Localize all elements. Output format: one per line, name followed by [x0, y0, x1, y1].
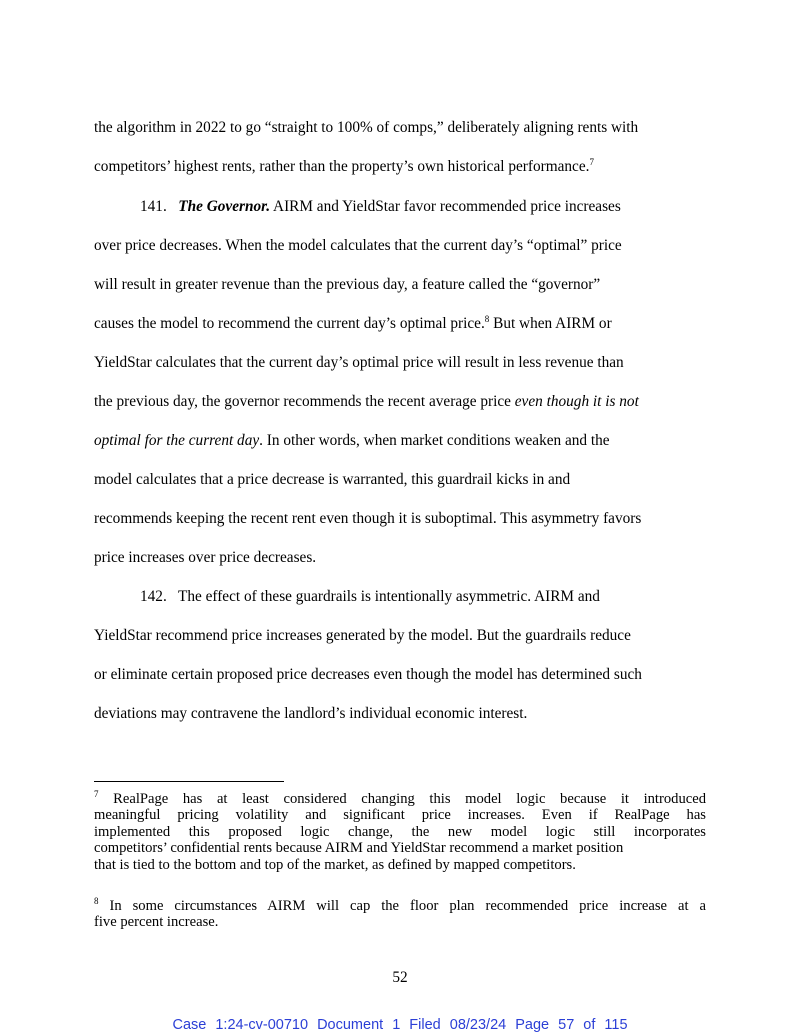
body-line: model calculates that a price decrease is warranted, this guardrail kicks in and — [94, 471, 571, 488]
page-number: 52 — [392, 969, 408, 986]
body-line: recommends keeping the recent rent even though it is suboptimal. This asymmetry favors — [94, 510, 642, 527]
body-line: or eliminate certain proposed price decreases even though the model has determined such — [94, 666, 642, 683]
case-number: Case 1:24-cv-00710 — [172, 1017, 309, 1033]
footnote-ref-8[interactable]: 8 — [484, 314, 490, 324]
page-of-total: Page 57 of 115 — [515, 1017, 628, 1033]
body-line: the previous day, the governor recommends the recent average price even though it is not — [94, 393, 639, 410]
paragraph-number: 141. — [140, 198, 167, 215]
footnote-8-line: $^8$ In some circumstances AIRM will cap the floor plan recommended price increase at a — [94, 896, 706, 914]
body-line: optimal for the current day. In other words, when market conditions weaken and the — [94, 432, 610, 449]
body-line: deviations may contravene the landlord’s individual economic interest. — [94, 705, 528, 722]
footnote-7-line: implemented this proposed logic change, the new model logic still incorporates — [94, 824, 706, 840]
body-line: YieldStar recommend price increases generated by the model. But the guardrails reduce — [94, 627, 631, 644]
paragraph-142-start: 142. The effect of these guardrails is intentionally asymmetric. AIRM and — [140, 588, 600, 605]
footnote-separator — [94, 781, 284, 782]
footnote-7-line: that is tied to the bottom and top of the market, as defined by mapped competitors. — [94, 857, 576, 873]
body-line: over price decreases. When the model calculates that the current day’s “optimal” price — [94, 237, 622, 254]
body-line: will result in greater revenue than the previous day, a feature called the “governor” — [94, 276, 601, 293]
footnote-ref-7[interactable]: 7 — [589, 157, 594, 167]
paragraph-141-start: 141. The Governor. AIRM and YieldStar favor recommended price increases — [140, 198, 621, 215]
body-line: the algorithm in 2022 to go “straight to 100% of comps,” deliberately aligning rents with — [94, 119, 639, 136]
footnote-7-line: competitors’ confidential rents because AIRM and YieldStar recommend a market position — [94, 840, 624, 856]
body-line: YieldStar calculates that the current day’s optimal price will result in less revenue than — [94, 354, 624, 371]
footnote-7-line: $^7$ RealPage has at least considered changing this model logic because it introduced — [94, 789, 706, 807]
filed-date: Filed 08/23/24 — [409, 1017, 507, 1033]
paragraph-number: 142. — [140, 588, 167, 605]
document-number: Document 1 — [317, 1017, 401, 1033]
body-line: price increases over price decreases. — [94, 549, 317, 566]
footnote-8-line: five percent increase. — [94, 914, 219, 930]
section-heading: The Governor. — [178, 198, 271, 215]
body-line: competitors’ highest rents, rather than the property’s own historical performance.$^7$ — [94, 157, 594, 175]
court-filing-stamp — [0, 1017, 800, 1033]
body-line: causes the model to recommend the current day’s optimal price.$^8$ But when AIRM or — [94, 314, 612, 332]
footnote-7-line: meaningful pricing volatility and significant price increases. Even if RealPage has — [94, 807, 706, 823]
